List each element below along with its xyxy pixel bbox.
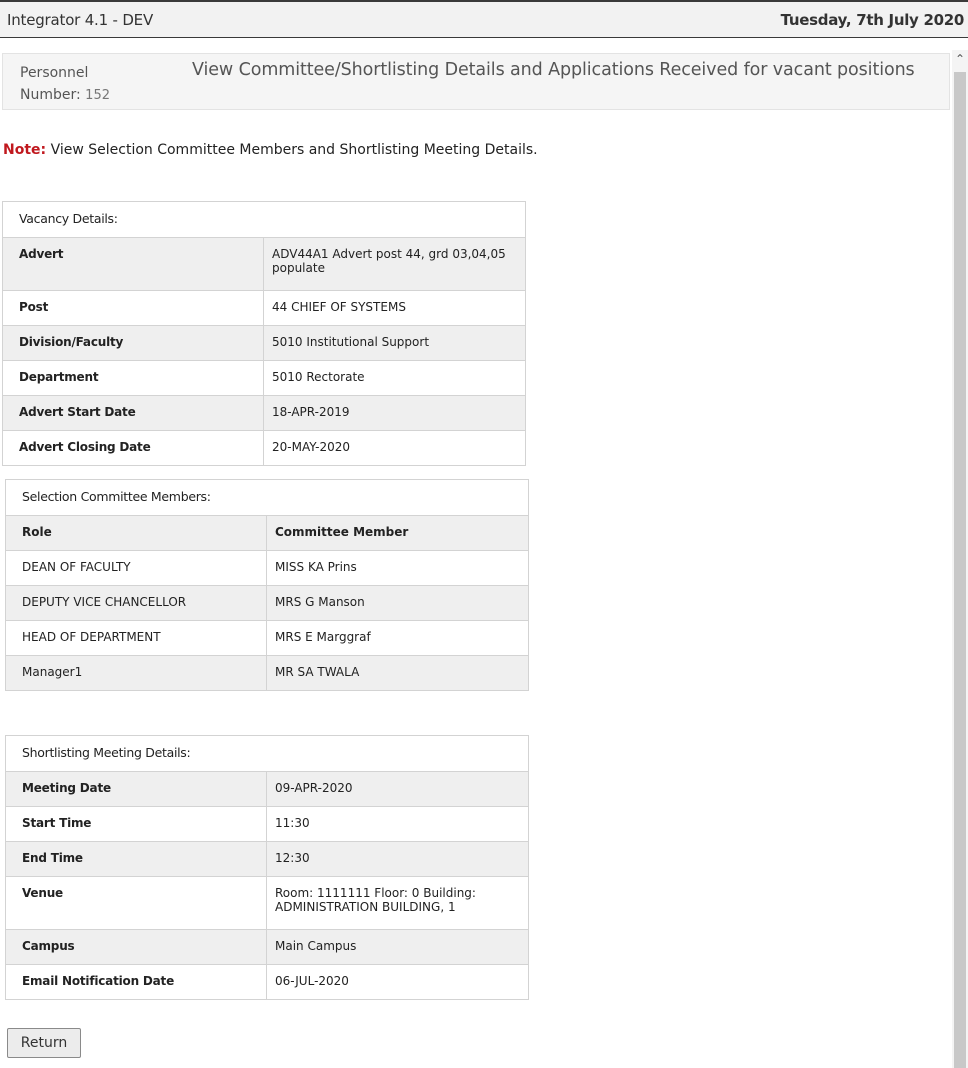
row-label: Advert Start Date — [3, 396, 264, 431]
top-bar — [0, 0, 968, 38]
row-label: Advert Closing Date — [3, 431, 264, 466]
meeting-details-table — [5, 735, 529, 1000]
table-row — [6, 930, 529, 965]
personnel-number-value: 152 — [85, 88, 110, 103]
row-label: Email Notification Date — [6, 965, 267, 1000]
row-label: Post — [3, 291, 264, 326]
row-value: Room: 1111111 Floor: 0 Building: ADMINISTRATION BUILDING, 1 — [267, 877, 529, 930]
personnel-label-line1: Personnel — [20, 65, 89, 81]
table-row — [6, 772, 529, 807]
row-label: End Time — [6, 842, 267, 877]
return-button[interactable]: Return — [7, 1028, 81, 1058]
vacancy-details-table — [2, 201, 526, 466]
scrollbar-thumb[interactable] — [954, 72, 966, 1068]
committee-caption: Selection Committee Members: — [6, 480, 529, 516]
row-value: 09-APR-2020 — [267, 772, 529, 807]
row-value: 5010 Rectorate — [264, 361, 526, 396]
row-value: 20-MAY-2020 — [264, 431, 526, 466]
column-header-role: Role — [6, 516, 267, 551]
page-header — [2, 53, 950, 110]
row-value: 11:30 — [267, 807, 529, 842]
current-date: Tuesday, 7th July 2020 — [780, 10, 964, 29]
row-label: Advert — [3, 238, 264, 291]
note — [3, 142, 538, 158]
table-row — [6, 656, 529, 691]
row-label: Campus — [6, 930, 267, 965]
role-cell: DEPUTY VICE CHANCELLOR — [6, 586, 267, 621]
table-row — [6, 842, 529, 877]
row-label: Venue — [6, 877, 267, 930]
committee-members-table — [5, 479, 529, 691]
table-row — [3, 431, 526, 466]
scroll-up-icon[interactable]: ⌃ — [954, 52, 966, 66]
table-header-row — [6, 516, 529, 551]
role-cell: DEAN OF FACULTY — [6, 551, 267, 586]
member-cell: MR SA TWALA — [267, 656, 529, 691]
table-row — [6, 586, 529, 621]
row-label: Start Time — [6, 807, 267, 842]
role-cell: Manager1 — [6, 656, 267, 691]
table-row — [6, 877, 529, 930]
role-cell: HEAD OF DEPARTMENT — [6, 621, 267, 656]
personnel-label-line2: Number: — [20, 87, 81, 103]
table-row — [6, 807, 529, 842]
page-content — [0, 38, 952, 1068]
member-cell: MRS G Manson — [267, 586, 529, 621]
row-value: 18-APR-2019 — [264, 396, 526, 431]
meeting-caption: Shortlisting Meeting Details: — [6, 736, 529, 772]
table-row — [3, 361, 526, 396]
row-value: 44 CHIEF OF SYSTEMS — [264, 291, 526, 326]
table-row — [3, 291, 526, 326]
member-cell: MRS E Marggraf — [267, 621, 529, 656]
table-row — [6, 551, 529, 586]
table-row — [3, 396, 526, 431]
table-row — [6, 965, 529, 1000]
row-label: Meeting Date — [6, 772, 267, 807]
personnel-number — [20, 62, 160, 107]
table-row — [6, 621, 529, 656]
row-value: ADV44A1 Advert post 44, grd 03,04,05 populate — [264, 238, 526, 291]
vacancy-details-caption: Vacancy Details: — [3, 202, 526, 238]
note-label: Note: — [3, 142, 47, 158]
table-row — [3, 238, 526, 291]
column-header-member: Committee Member — [267, 516, 529, 551]
table-row — [3, 326, 526, 361]
page-title: View Committee/Shortlisting Details and Applications Received for vacant positions — [192, 60, 915, 80]
member-cell: MISS KA Prins — [267, 551, 529, 586]
vertical-scrollbar[interactable] — [952, 50, 968, 1068]
row-label: Department — [3, 361, 264, 396]
row-value: 12:30 — [267, 842, 529, 877]
app-title: Integrator 4.1 - DEV — [7, 10, 154, 29]
row-value: Main Campus — [267, 930, 529, 965]
row-value: 5010 Institutional Support — [264, 326, 526, 361]
row-label: Division/Faculty — [3, 326, 264, 361]
note-text: View Selection Committee Members and Shortlisting Meeting Details. — [50, 142, 538, 158]
row-value: 06-JUL-2020 — [267, 965, 529, 1000]
